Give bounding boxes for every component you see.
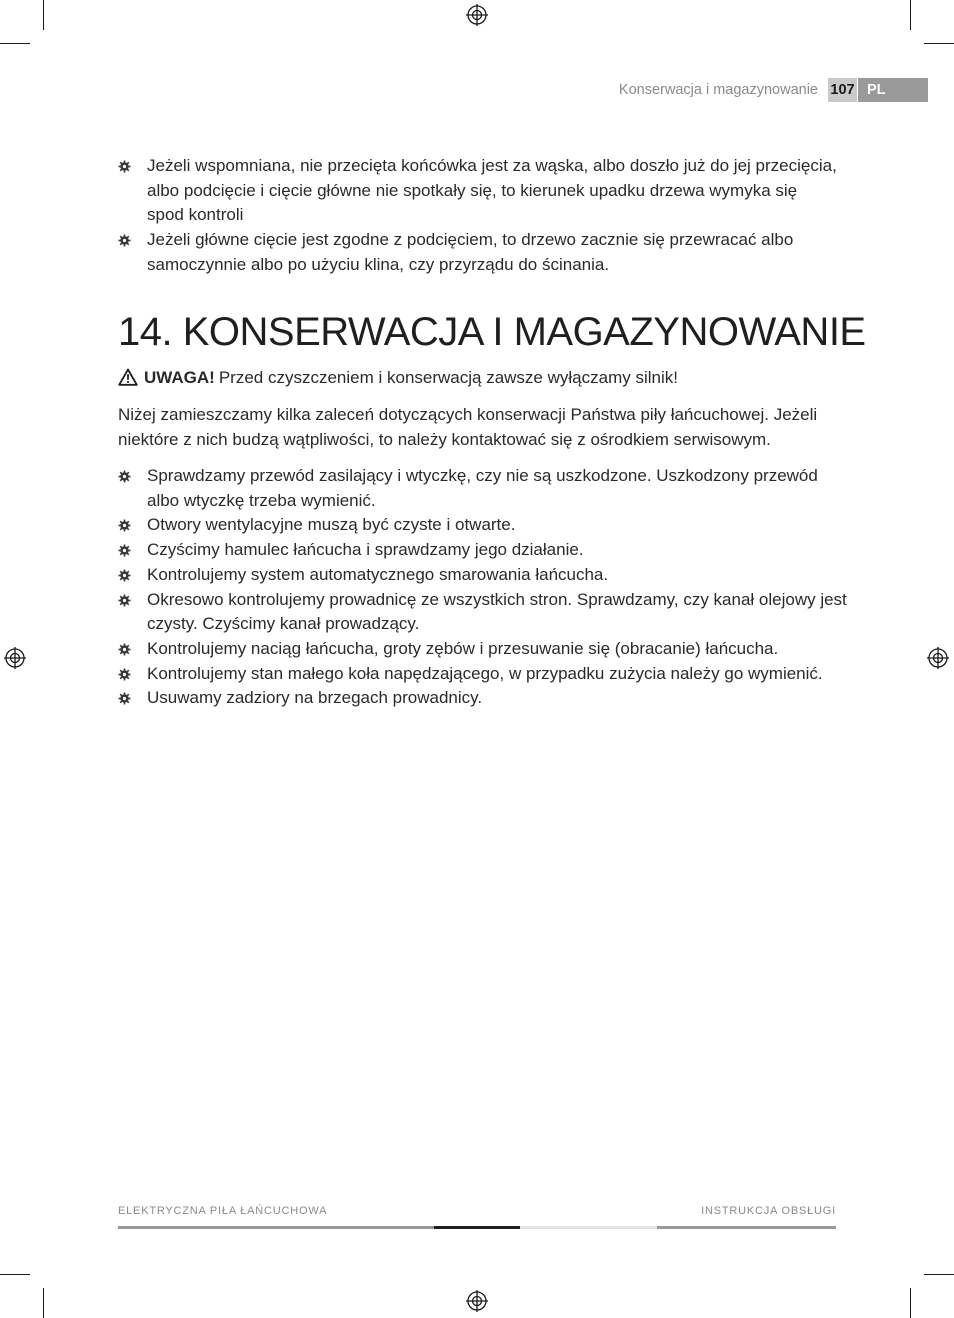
list-item-text: Czyścimy hamulec łańcucha i sprawdzamy jego działanie.	[147, 540, 584, 560]
footer-bar-segment	[434, 1226, 520, 1229]
list-item-text: Usuwamy zadziory na brzegach prowadnicy.	[147, 688, 483, 708]
registration-mark-icon	[4, 647, 26, 669]
registration-mark-icon	[466, 4, 488, 26]
registration-mark-icon	[466, 1290, 488, 1312]
crop-mark	[43, 1288, 44, 1318]
list-item	[118, 563, 848, 588]
page-header	[560, 78, 928, 102]
language-badge: PL	[858, 78, 928, 102]
list-item	[118, 464, 848, 513]
warning-triangle-icon	[118, 368, 138, 386]
bullet-list	[118, 464, 848, 711]
crop-mark	[924, 43, 954, 44]
list-item-text: Kontrolujemy system automatycznego smarowania łańcucha.	[147, 564, 609, 584]
gear-bullet-icon	[118, 160, 131, 173]
intro-paragraph: Niżej zamieszczamy kilka zaleceń dotyczących konserwacji Państwa piły łańcuchowej. Jeżeli niektóre z nich budzą wątpliwości, to należy kontaktować się z ośrodkiem serwisowym.	[118, 405, 818, 449]
gear-bullet-icon	[118, 569, 131, 582]
warning-text: Przed czyszczeniem i konserwacją zawsze wyłączamy silnik!	[218, 368, 678, 387]
list-item-text: Jeżeli główne cięcie jest zgodne z podcięciem, to drzewo zacznie się przewracać albo samoczynnie albo po użyciu klina, czy przyrządu do ścinania.	[147, 230, 794, 274]
list-item	[118, 637, 848, 662]
crop-mark	[924, 1274, 954, 1275]
list-item	[118, 513, 848, 538]
gear-bullet-icon	[118, 594, 131, 607]
gear-bullet-icon	[118, 544, 131, 557]
footer-bar-segment	[118, 1226, 434, 1229]
warning-label: UWAGA!	[144, 368, 215, 387]
gear-bullet-icon	[118, 692, 131, 705]
list-item	[118, 686, 848, 711]
list-item-text: Kontrolujemy stan małego koła napędzającego, w przypadku zużycia należy go wymienić.	[147, 663, 823, 683]
footer-bar-segment	[657, 1226, 836, 1229]
warning-notice	[118, 366, 678, 390]
list-item-text: Jeżeli wspomniana, nie przecięta końcówka jest za wąska, albo doszło już do jej przecięcia, albo podcięcie i cięcie główne nie spotkały się, to kierunek upadku drzewa wymyka się spod kontroli	[147, 156, 837, 225]
gear-bullet-icon	[118, 470, 131, 483]
section-title: 14. KONSERWACJA I MAGAZYNOWANIE	[118, 310, 866, 354]
header-section-title: Konserwacja i magazynowanie	[618, 82, 818, 98]
list-item	[118, 538, 848, 563]
bullet-list	[118, 154, 838, 278]
list-item-text: Sprawdzamy przewód zasilający i wtyczkę, czy nie są uszkodzone. Uszkodzony przewód albo wtyczkę trzeba wymienić.	[147, 466, 818, 510]
crop-mark	[0, 43, 30, 44]
page-number: 107	[828, 78, 857, 102]
gear-bullet-icon	[118, 668, 131, 681]
list-item-text: Okresowo kontrolujemy prowadnicę ze wszystkich stron. Sprawdzamy, czy kanał olejowy jest czysty. Czyścimy kanał prowadzący.	[147, 589, 847, 634]
crop-mark	[43, 0, 44, 30]
list-item	[118, 154, 838, 228]
registration-mark-icon	[927, 647, 949, 669]
gear-bullet-icon	[118, 234, 131, 247]
footer-bar-segment	[520, 1226, 657, 1229]
crop-mark	[910, 1288, 911, 1318]
crop-mark	[910, 0, 911, 30]
footer-document-type: INSTRUKCJA OBSŁUGI	[701, 1205, 836, 1217]
list-item-text: Kontrolujemy naciąg łańcucha, groty zębów i przesuwanie się (obracanie) łańcucha.	[147, 638, 779, 658]
list-item-text: Otwory wentylacyjne muszą być czyste i otwarte.	[147, 515, 516, 535]
continuation-list	[118, 154, 838, 278]
footer-product-name: ELEKTRYCZNA PIŁA ŁAŃCUCHOWA	[118, 1205, 328, 1217]
gear-bullet-icon	[118, 643, 131, 656]
list-item	[118, 662, 848, 687]
list-item	[118, 228, 838, 277]
list-item	[118, 588, 848, 637]
crop-mark	[0, 1274, 30, 1275]
gear-bullet-icon	[118, 519, 131, 532]
maintenance-list	[118, 464, 848, 711]
